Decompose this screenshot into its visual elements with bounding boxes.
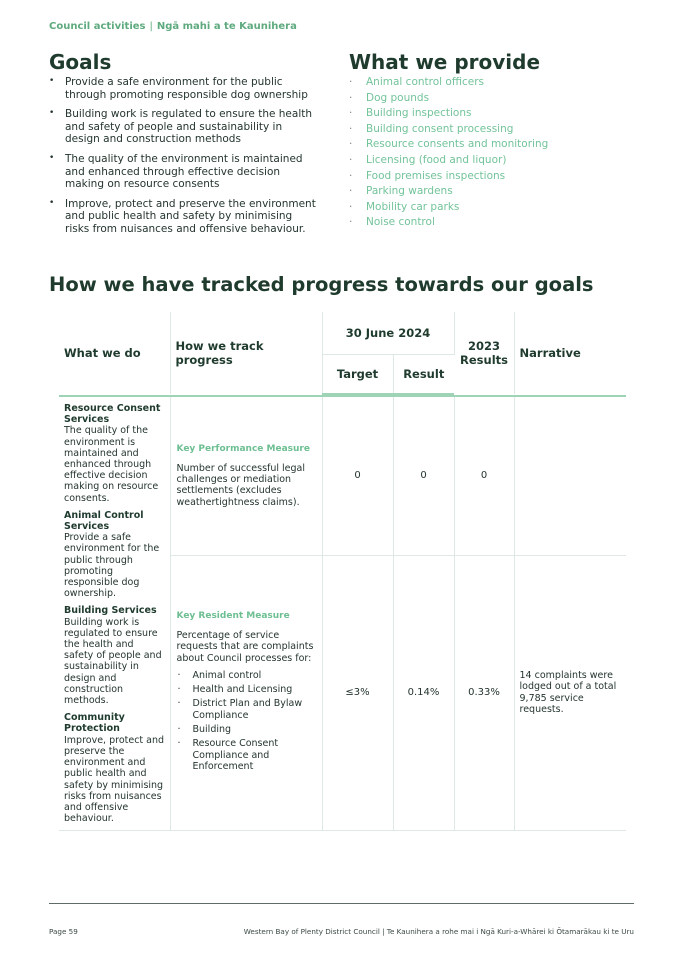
provide-item: · Food premises inspections — [349, 169, 649, 185]
measure-type: Key Performance Measure — [176, 443, 310, 454]
prev-result-value: 0 — [454, 396, 514, 555]
service-name: Building Services — [64, 605, 157, 617]
page-number: Page 59 — [49, 927, 78, 936]
provide-item: · Animal control officers — [349, 75, 649, 91]
narrative-text — [514, 396, 626, 555]
result-value: 0.14% — [393, 555, 454, 831]
service-desc: Building work is regulated to ensure the health and safety of people and sustainability in design and construction methods. — [64, 616, 162, 707]
service-desc: The quality of the environment is maintained and enhanced through effective decision making on resource consents. — [64, 425, 159, 504]
provide-item: · Resource consents and monitoring — [349, 137, 649, 153]
progress-table — [59, 312, 626, 831]
col-header-target: Target — [322, 355, 393, 395]
provide-item: · Parking wardens — [349, 184, 649, 200]
what-we-provide-list — [349, 75, 649, 231]
service-block — [64, 403, 166, 504]
service-name: Resource Consent Services — [64, 403, 161, 426]
service-desc: Provide a safe environment for the public through promoting responsible dog ownership. — [64, 532, 160, 600]
goals-heading: Goals — [49, 50, 112, 74]
service-block — [64, 510, 166, 600]
measure-cell — [170, 555, 322, 831]
result-value: 0 — [393, 396, 454, 555]
process-item: · Health and Licensing — [177, 684, 316, 695]
service-desc: Improve, protect and preserve the environment and public health and safety by minimising risks from nuisances and offensive behaviour. — [64, 734, 165, 825]
measure-cell — [170, 396, 322, 555]
process-item: · District Plan and Bylaw Compliance — [177, 698, 316, 721]
process-item: · Building — [177, 724, 316, 735]
goals-list — [49, 76, 317, 243]
prev-result-value: 0.33% — [454, 555, 514, 831]
col-header-date: 30 June 2024 — [322, 312, 454, 355]
provide-item: · Noise control — [349, 215, 649, 231]
target-value: 0 — [322, 396, 393, 555]
col-header-what-we-do: What we do — [59, 312, 170, 394]
service-block — [64, 605, 166, 706]
publication-title: Western Bay of Plenty District Council | Te Kaunihera a rohe mai i Ngā Kuri-a-Whārei ki Ōtamarākau ki te Uru — [243, 927, 634, 936]
provide-item: · Building inspections — [349, 106, 649, 122]
goal-item: • The quality of the environment is maintained and enhanced through effective decision making on resource consents — [49, 153, 317, 191]
col-header-how-we-track: How we track progress — [170, 312, 322, 394]
what-we-provide-heading: What we provide — [349, 50, 541, 74]
goal-item: • Provide a safe environment for the public through promoting responsible dog ownership — [49, 76, 317, 101]
goal-item: • Building work is regulated to ensure the health and safety of people and sustainability in design and construction methods — [49, 108, 317, 146]
process-list — [177, 670, 316, 772]
tracking-heading: How we have tracked progress towards our goals — [49, 273, 594, 296]
provide-item: · Dog pounds — [349, 91, 649, 107]
provide-item: · Building consent processing — [349, 122, 649, 138]
process-item: · Resource Consent Compliance and Enforcement — [177, 738, 316, 772]
section-header — [49, 21, 297, 32]
target-value: ≤3% — [322, 555, 393, 831]
service-name: Animal Control Services — [64, 509, 144, 533]
table-row — [59, 396, 626, 555]
process-item: · Animal control — [177, 670, 316, 681]
section-header-mi: Ngā mahi a te Kaunihera — [156, 21, 297, 32]
goal-item: • Improve, protect and preserve the environment and public health and safety by minimising risks from nuisances and offensive behaviour. — [49, 198, 317, 236]
services-cell — [59, 396, 170, 831]
col-header-narrative: Narrative — [519, 346, 581, 360]
provide-item: · Mobility car parks — [349, 200, 649, 216]
section-header-en: Council activities — [49, 21, 146, 32]
measure-type: Key Resident Measure — [176, 610, 290, 621]
service-name: Community Protection — [64, 712, 125, 735]
provide-item: · Licensing (food and liquor) — [349, 153, 649, 169]
section-header-separator: | — [149, 21, 153, 32]
col-header-2023-results: 2023 Results — [454, 312, 514, 394]
measure-description: Percentage of service requests that are complaints about Council processes for: — [176, 629, 314, 664]
narrative-text: 14 complaints were lodged out of a total 9,785 service requests. — [514, 555, 626, 831]
col-header-result: Result — [393, 355, 454, 395]
measure-description: Number of successful legal challenges or mediation settlements (excludes weathertightness claims). — [176, 462, 306, 508]
service-block — [64, 712, 166, 824]
footer-divider — [49, 903, 634, 904]
